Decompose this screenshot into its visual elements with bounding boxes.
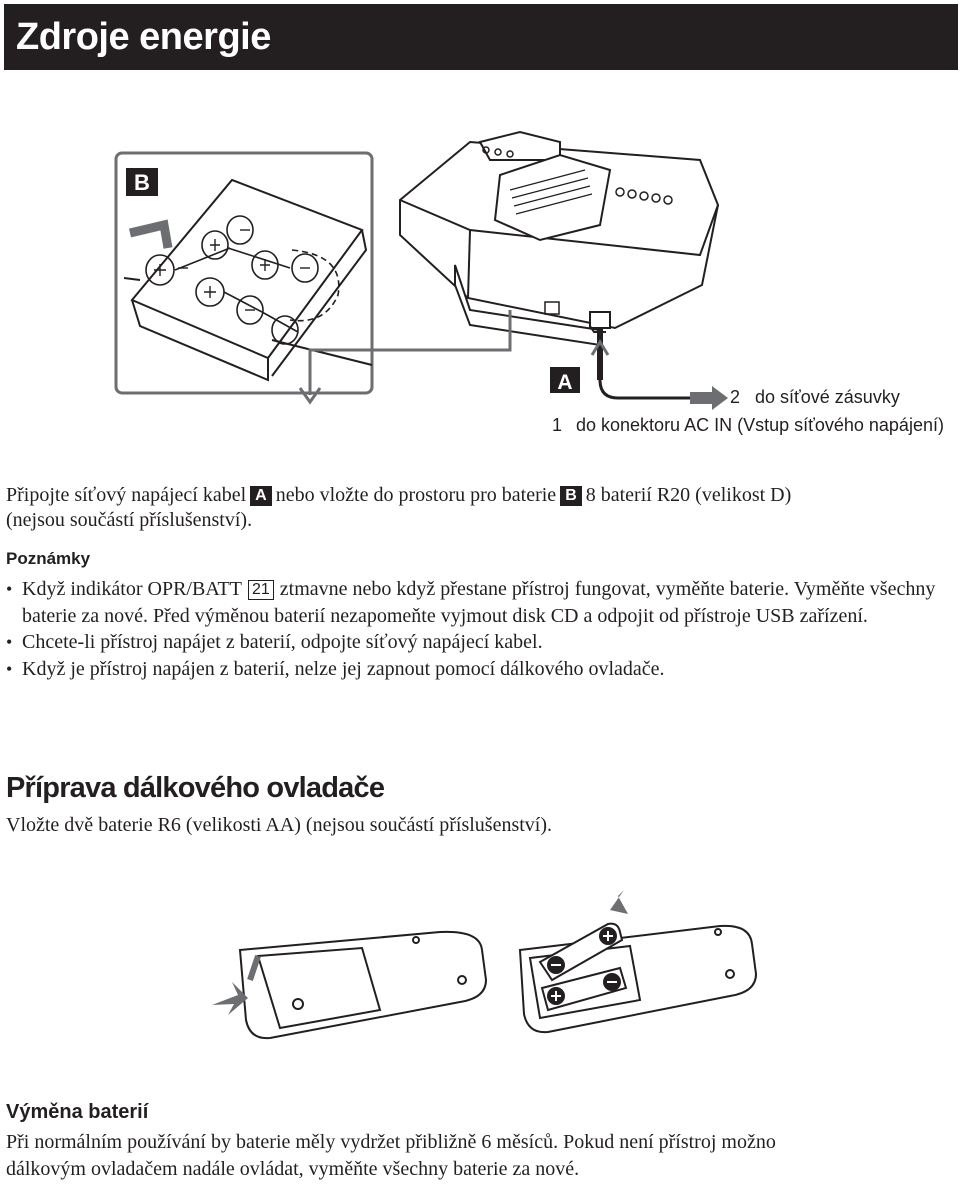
step2-text: do síťové zásuvky: [755, 387, 900, 407]
intro-box-a: A: [250, 486, 272, 506]
intro-line1: [6, 483, 956, 508]
intro-text-end: 8 baterií R20 (velikost D): [585, 484, 792, 506]
replace-section-heading: Výměna baterií: [6, 1101, 149, 1123]
note-item-2: • Chcete-li přístroj napájet z baterií, odpojte síťový napájecí kabel.: [6, 629, 956, 656]
intro-box-b: B: [560, 486, 582, 506]
label-a: A: [557, 371, 573, 394]
battery-compartment-inset: [116, 153, 372, 393]
note-item-3: • Když je přístroj napájen z baterií, nelze jej zapnout pomocí dálkového ovladače.: [6, 656, 956, 683]
step1-number: 1: [552, 415, 563, 435]
power-figure: [0, 80, 960, 450]
note-item-1: [6, 576, 956, 629]
intro-text-middle: nebo vložte do prostoru pro baterie: [275, 484, 557, 506]
power-cable: [590, 326, 728, 410]
remote-section-heading: Příprava dálkového ovladače: [6, 772, 385, 804]
indicator-number: 21: [248, 580, 274, 600]
replace-line2: dálkovým ovladačem nadále ovládat, vyměňte všechny baterie za nové.: [6, 1158, 580, 1180]
label-b: B: [134, 170, 150, 195]
page-title: Zdroje energie: [16, 16, 271, 58]
note-1-start: Když indikátor OPR/BATT: [22, 578, 242, 600]
remote-section-text: Vložte dvě baterie R6 (velikosti AA) (nejsou součástí příslušenství).: [6, 814, 553, 836]
intro-paragraph: [6, 483, 956, 533]
remote-open-illustration: [520, 882, 756, 1032]
remote-figure: [0, 870, 960, 1070]
notes-list: [6, 576, 956, 682]
replace-line1: Při normálním používání by baterie měly vydržet přibližně 6 měsíců. Pokud není přístroj možno: [6, 1131, 776, 1153]
note-1-end: ztmavne nebo když přestane přístroj fungovat, vyměňte baterie. Vyměňte všechny baterie za nové. Před výměnou baterií nezapomeňte vyjmout disk CD a odpojit od přístroje USB zařízení.: [22, 578, 936, 627]
step2-number: 2: [730, 387, 741, 407]
page-header: [4, 4, 958, 70]
notes-heading: Poznámky: [6, 549, 91, 568]
remote-closed-illustration: [212, 932, 486, 1038]
intro-line2: (nejsou součástí příslušenství).: [6, 509, 253, 531]
intro-text-start: Připojte síťový napájecí kabel: [6, 484, 247, 506]
step1-text: do konektoru AC IN (Vstup síťového napájení): [576, 415, 944, 435]
replace-section-text: [6, 1129, 956, 1183]
